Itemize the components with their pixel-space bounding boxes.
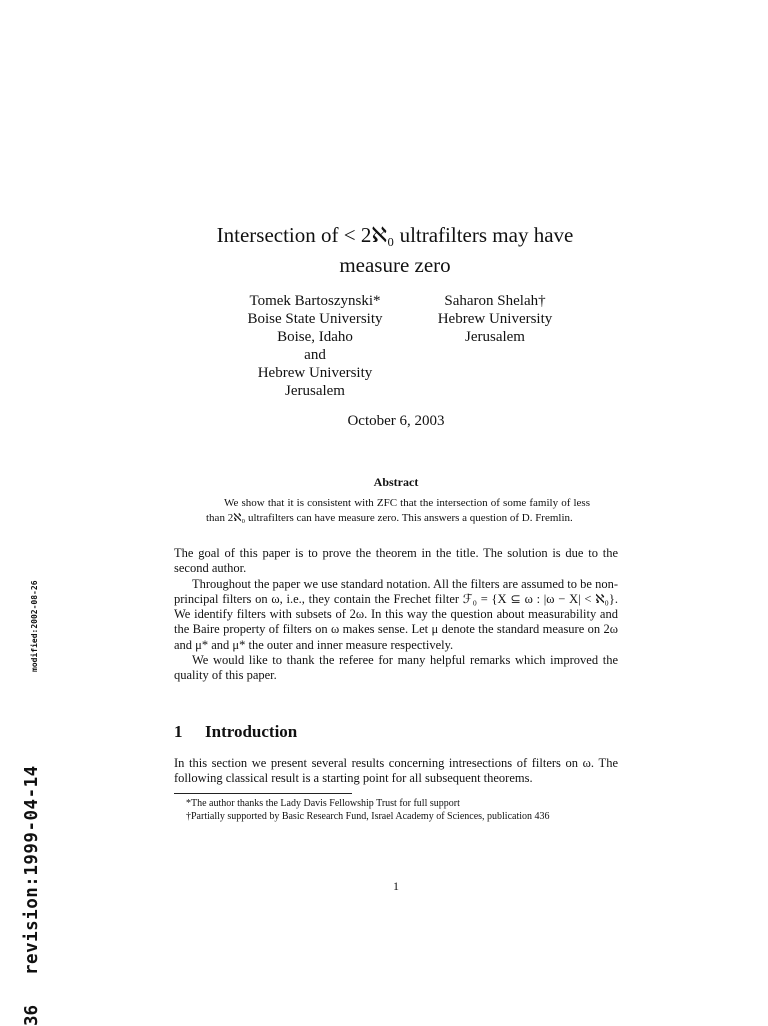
margin-modified-stamp: modified:2002-08-26 [30,580,39,672]
author-affiliation: Boise, Idaho [277,329,353,345]
author-name: Tomek Bartoszynski* [249,293,381,309]
margin-revision-stamp: revision:1999-04-14 [22,765,42,975]
author-affiliation: Jerusalem [285,383,345,399]
author-affiliation: Hebrew University [437,311,553,327]
author-block [225,292,565,400]
title-line-2: measure zero [339,253,451,277]
author-name: Saharon Shelah† [444,293,546,309]
footnote-rule [174,793,352,794]
section-heading [174,722,297,742]
section-number: 1 [174,722,183,741]
footnotes [186,797,626,823]
author-affiliation: Boise State University [247,311,383,327]
author-affiliation: and [304,347,326,363]
section-title: Introduction [205,722,298,741]
author-shelah [425,292,565,400]
paper-title [150,220,640,280]
section-text [174,756,618,787]
author-bartoszynski [225,292,405,400]
title-line-1: Intersection of < 2ℵ₀ ultrafilters may have [216,223,574,247]
author-affiliation: Jerusalem [465,329,525,345]
body-text [174,546,618,684]
body-paragraph: Throughout the paper we use standard notation. All the filters are assumed to be non-principal filters on ω, i.e., they contain the Frechet filter ℱ₀ = {X ⊆ ω : |ω − X| < ℵ₀}. We identify filters with subsets of 2ω. In this way the question about measurability and the Baire property of filters on ω makes sense. Let μ denote the standard measure on 2ω and μ* and μ* the outer and inner measure respectively. [174,576,618,652]
paper-date: October 6, 2003 [347,413,445,429]
margin-id-fragment: 36 [22,1004,42,1026]
footnote: †Partially supported by Basic Research Fund, Israel Academy of Sciences, publication 436 [186,811,550,822]
body-paragraph: We would like to thank the referee for many helpful remarks which improved the quality of this paper. [174,653,618,683]
abstract-text [206,496,590,525]
body-paragraph: The goal of this paper is to prove the theorem in the title. The solution is due to the second author. [174,546,618,576]
page-number: 1 [393,879,399,893]
abstract-heading: Abstract [373,475,419,489]
footnote: *The author thanks the Lady Davis Fellowship Trust for full support [186,798,460,809]
section-paragraph: In this section we present several results concerning intresections of filters on ω. The following classical result is a starting point for all subsequent theorems. [174,756,618,786]
author-affiliation: Hebrew University [257,365,373,381]
abstract-paragraph: We show that it is consistent with ZFC that the intersection of some family of less than 2ℵ₀ ultrafilters can have measure zero. This answers a question of D. Fremlin. [206,497,590,524]
